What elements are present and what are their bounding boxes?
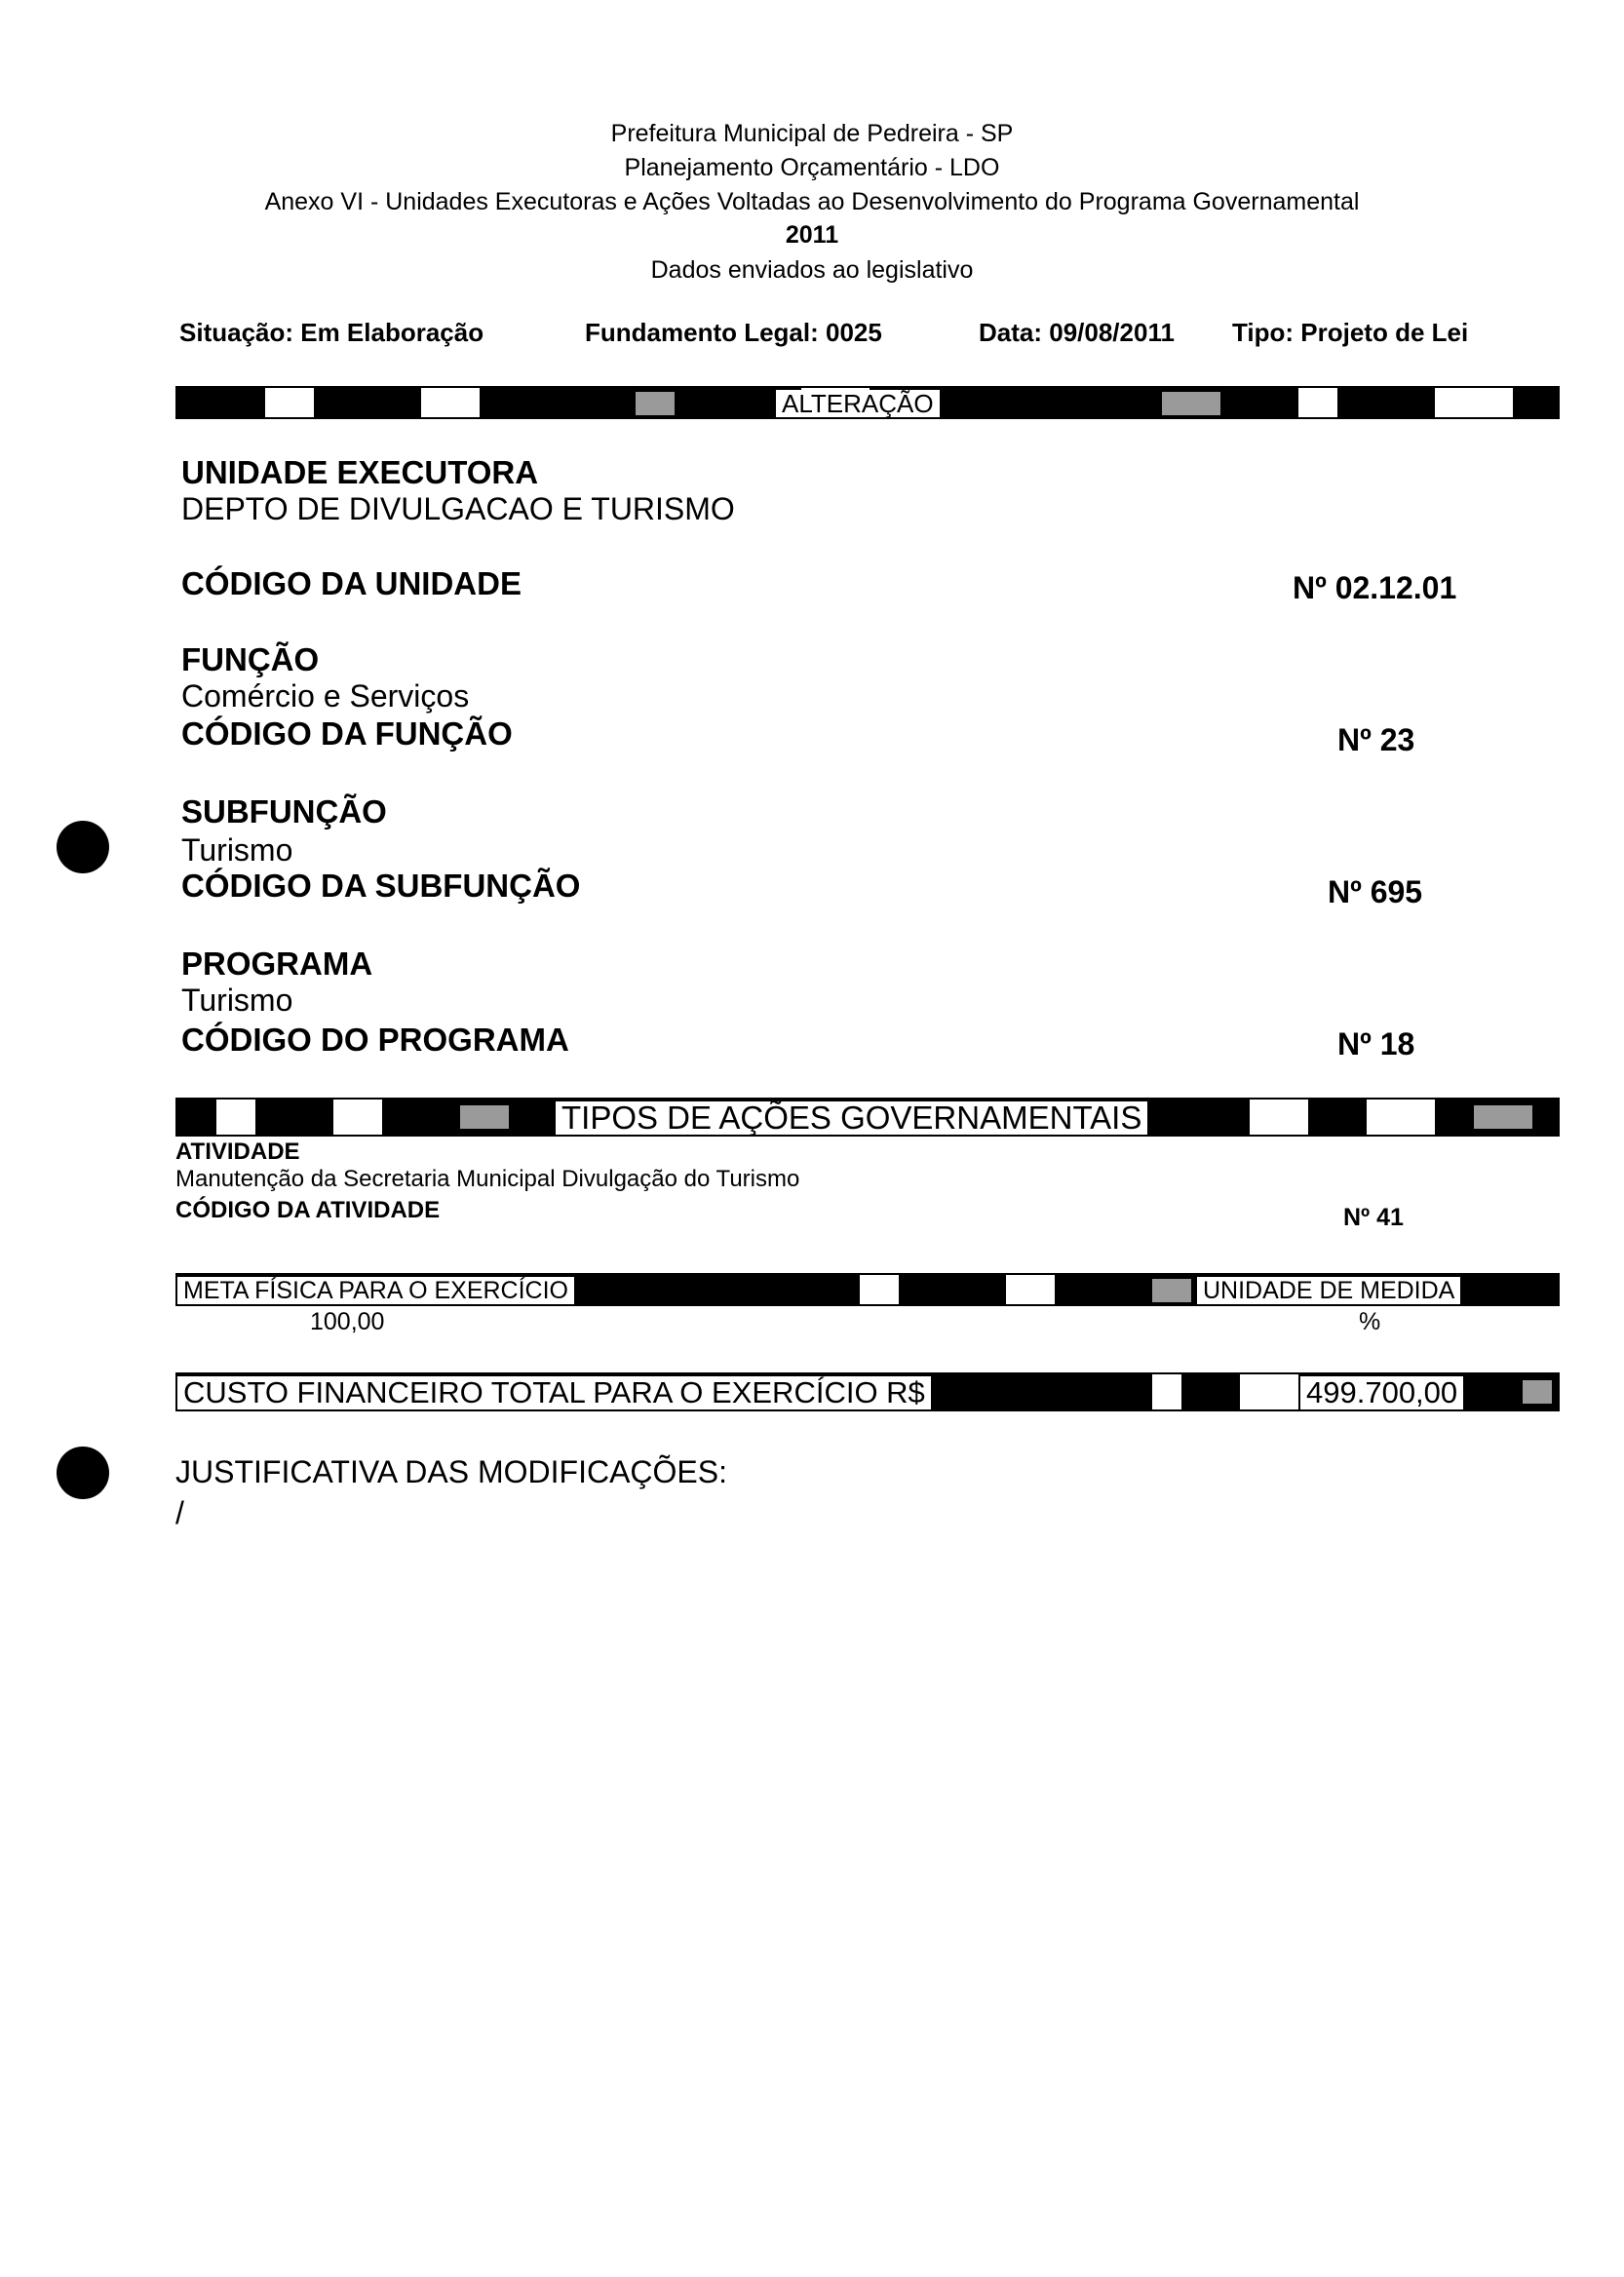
- programa-code: Nº 18: [1337, 1026, 1415, 1061]
- subfuncao-code: Nº 695: [1328, 874, 1423, 909]
- custo-financeiro-bar: [175, 1372, 1560, 1411]
- header-year: 2011: [785, 221, 839, 249]
- meta-fisica-bar: [175, 1273, 1560, 1306]
- tipo: Tipo: Projeto de Lei: [1232, 318, 1469, 347]
- funcao-code: Nº 23: [1337, 722, 1415, 757]
- meta-fisica-unit: %: [1359, 1308, 1381, 1335]
- header-annex: Anexo VI - Unidades Executoras e Ações Voltadas ao Desenvolvimento do Programa Governamental: [264, 188, 1360, 215]
- tipos-acoes-bar: [175, 1098, 1560, 1137]
- atividade-value: Manutenção da Secretaria Municipal Divulgação do Turismo: [175, 1166, 800, 1192]
- atividade-code-label: CÓDIGO DA ATIVIDADE: [175, 1197, 441, 1223]
- unidade-heading: UNIDADE EXECUTORA: [181, 454, 539, 490]
- header-sent: Dados enviados ao legislativo: [650, 256, 974, 284]
- punch-hole-top: [57, 821, 109, 873]
- atividade-heading: ATIVIDADE: [175, 1138, 300, 1165]
- subfuncao-code-label: CÓDIGO DA SUBFUNÇÃO: [181, 868, 581, 904]
- punch-hole-bottom: [57, 1447, 109, 1499]
- header-planning: Planejamento Orçamentário - LDO: [624, 154, 1000, 181]
- unidade-medida-label: UNIDADE DE MEDIDA: [1197, 1277, 1460, 1304]
- custo-financeiro-value: 499.700,00: [1300, 1376, 1463, 1409]
- justificativa-value: /: [175, 1495, 184, 1530]
- unidade-value: DEPTO DE DIVULGACAO E TURISMO: [181, 491, 735, 526]
- meta-fisica-label: META FÍSICA PARA O EXERCÍCIO: [177, 1277, 574, 1304]
- programa-value: Turismo: [181, 983, 293, 1018]
- unidade-code-label: CÓDIGO DA UNIDADE: [181, 565, 522, 601]
- unidade-code: Nº 02.12.01: [1293, 570, 1457, 605]
- funcao-value: Comércio e Serviços: [181, 678, 470, 714]
- atividade-code: Nº 41: [1343, 1204, 1404, 1231]
- fundamento-legal: Fundamento Legal: 0025: [585, 318, 882, 347]
- custo-financeiro-label: CUSTO FINANCEIRO TOTAL PARA O EXERCÍCIO R$: [177, 1376, 931, 1409]
- subfuncao-value: Turismo: [181, 832, 293, 868]
- situacao: Situação: Em Elaboração: [179, 318, 484, 347]
- header-municipality: Prefeitura Municipal de Pedreira - SP: [610, 120, 1014, 147]
- programa-heading: PROGRAMA: [181, 946, 373, 982]
- meta-fisica-value: 100,00: [310, 1308, 385, 1335]
- programa-code-label: CÓDIGO DO PROGRAMA: [181, 1022, 569, 1058]
- funcao-heading: FUNÇÃO: [181, 641, 320, 677]
- tipos-acoes-label: TIPOS DE AÇÕES GOVERNAMENTAIS: [556, 1101, 1147, 1135]
- justificativa-label: JUSTIFICATIVA DAS MODIFICAÇÕES:: [175, 1454, 727, 1489]
- subfuncao-heading: SUBFUNÇÃO: [181, 793, 387, 830]
- alteracao-label: ALTERAÇÃO: [776, 390, 940, 417]
- data: Data: 09/08/2011: [979, 318, 1175, 347]
- funcao-code-label: CÓDIGO DA FUNÇÃO: [181, 715, 513, 752]
- alteracao-bar: [175, 386, 1560, 419]
